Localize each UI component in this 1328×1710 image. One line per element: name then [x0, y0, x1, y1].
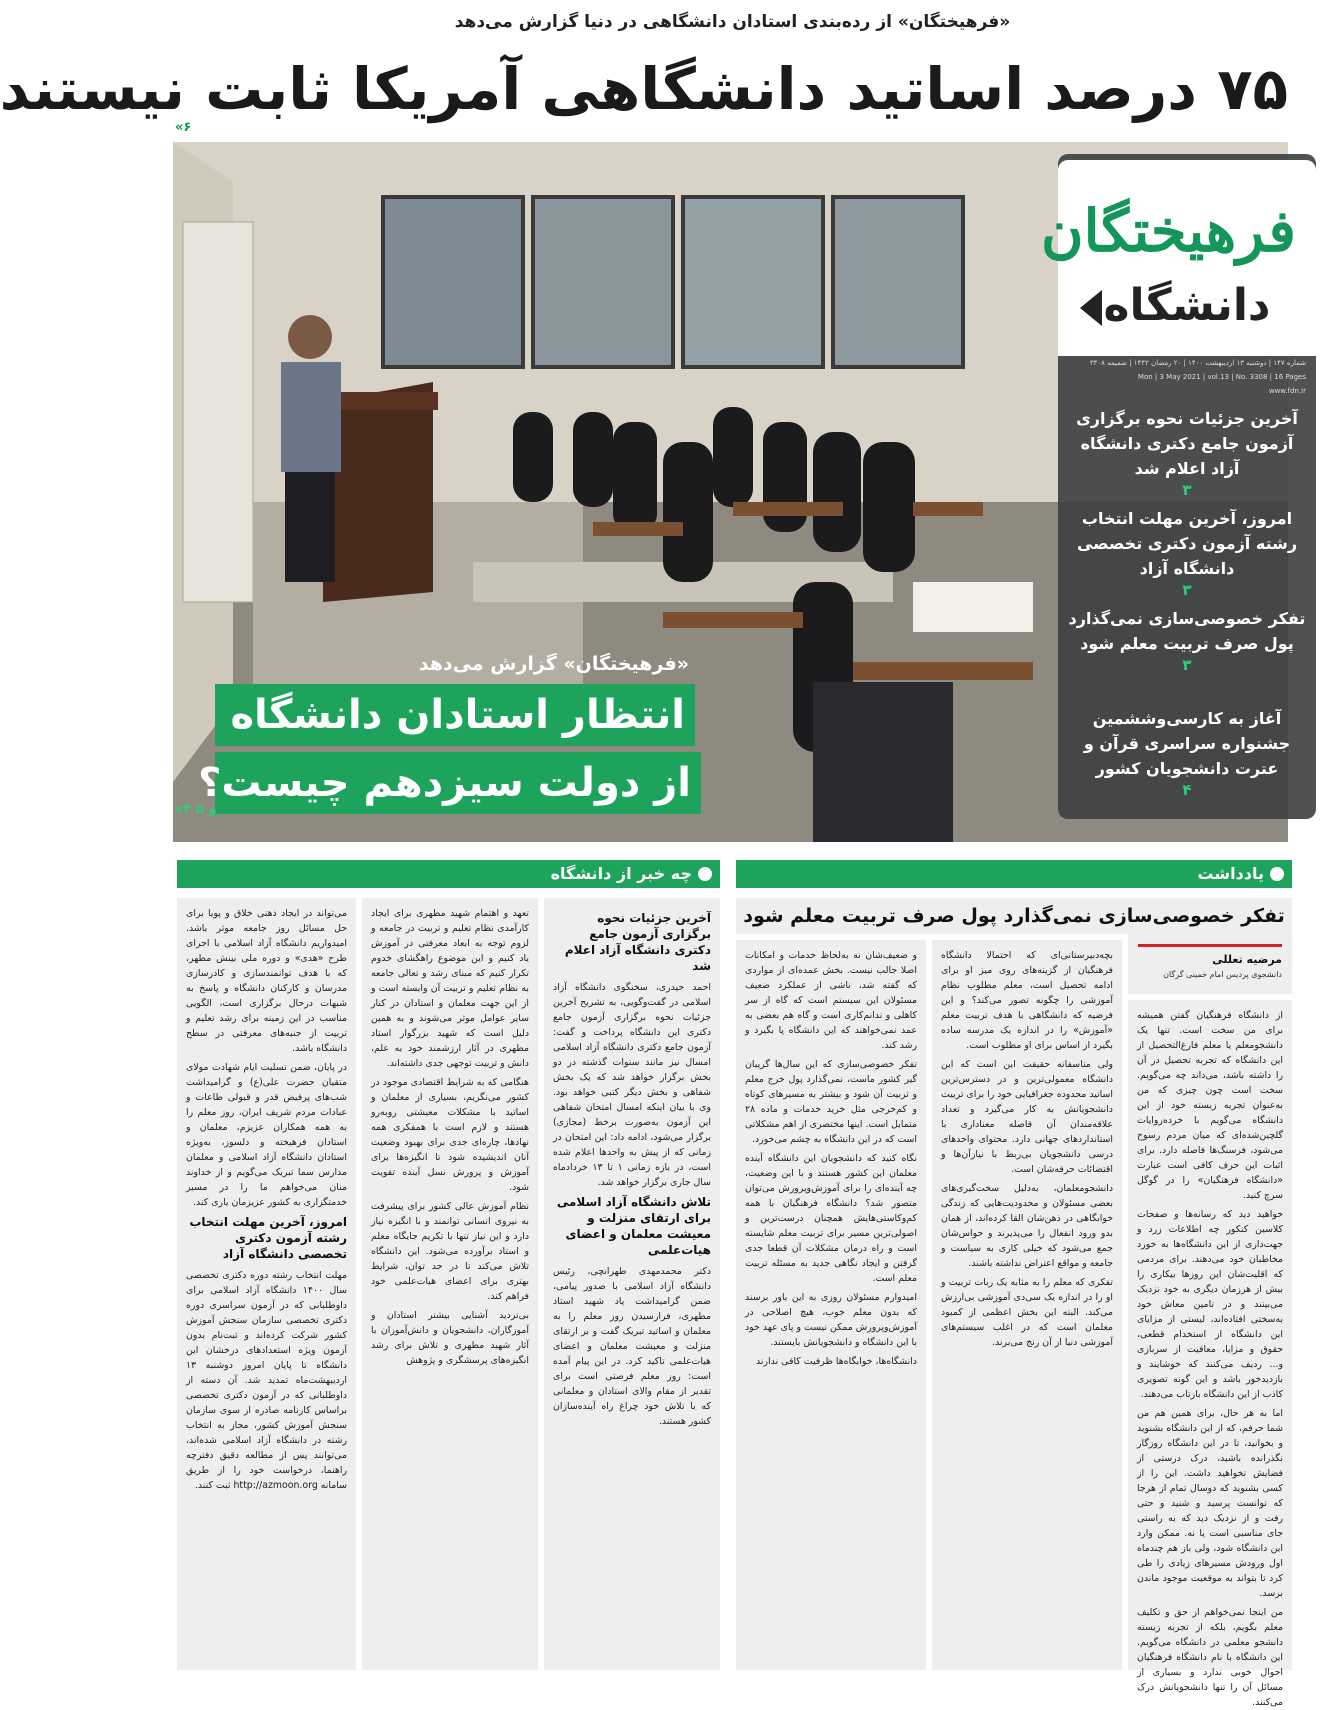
paragraph: ولی متاسفانه حقیقت این است که این دانشگاه معمولی‌ترین و در دسترس‌ترین اساتید محدوده جغرافیایی خود را برای تربیت دانشجویانش به کار می‌گیرد و تعداد علاقه‌مندان آن فاصله معناداری با استانداردهای جهانی دارد. محتوای واحدهای درسی دانشجویان بی‌ربط با نیازآن‌ها و اقتضائات حرفه‌شان است.	[941, 1059, 1113, 1175]
logo-sub-text: دانشگاه	[1103, 280, 1271, 331]
news-column-2	[362, 898, 538, 1670]
teaser-item[interactable]	[1068, 506, 1306, 599]
paragraph: از دانشگاه فرهنگیان گفتن همیشه برای من سخت است. تنها یک دانشجومعلم یا معلم فارغ‌التحصیل از این دانشگاه که تجربه تحصیل در آن را داشته باشد، می‌داند چه می‌گویم. سخت است چون چیزی که من به‌عنوان تجربه زیسته خود از این دانشگاه می‌گویم با خرده‌روایات گلچین‌شده‌ای که میان مردم رسوخ می‌شود، فرسنگ‌ها فاصله دارد. برای اثبات این حرف کافی است عبارت «دانشگاه فرهنگیان» را در گوگل سرچ کنید.	[1137, 1010, 1283, 1201]
opinion-column-2	[932, 940, 1122, 1670]
teaser-item[interactable]	[1068, 606, 1306, 674]
author-box	[1128, 934, 1292, 994]
section-label: چه خبر از دانشگاه	[550, 864, 692, 883]
author-role: دانشجوی پردیس امام خمینی گرگان	[1163, 970, 1282, 979]
paragraph: تفکری که معلم را به مثابه یک ربات تربیت و او را در اندازه یک سی‌دی آموزشی بی‌ارزش می‌کند. البته این بخش اعظمی از کمبود معلمان است که در اغلب سیستم‌های آموزشی دنیا از آن رنج می‌برند.	[941, 1277, 1113, 1348]
paragraph: بچه‌دبیرستانی‌ای که احتمالا دانشگاه فرهنگیان از گزینه‌های روی میز او برای ادامه تحصیل است، معلم مطلوب نظام آموزشی را چگونه تصور می‌کند؟ و این فرضیه که دانشگاهی با هدف تربیت معلم «آموزش» را در اندازه یک مدرسه ساده بگیرد از اساس برای او مطلوب است.	[941, 950, 1113, 1051]
paragraph: اما به هر حال، برای همین هم من شما حرفم، که از این دانشگاه بشنوید و بخوانید، تا در این دانشگاه روزگار نگذرانده باشید، درک درستی از فضایش نخواهید داشت. این را از کسی بشنوید که دوسال تمام از هرجا که توانست پرسید و شنید و حتی رفت و از نزدیک دید که به راستی جای مناسبی است یا نه. ممکن وارد این دانشگاه شود، ولی باز هم چندماه اول ورودش مسیرهای زیادی را طی کرد تا بتواند به موقعیت موجود ماندن برسد.	[1137, 1408, 1283, 1599]
section-bullet-icon	[1270, 867, 1284, 881]
paragraph: تفکر خصوصی‌سازی که این سال‌ها گریبان گیر کشور ماست، نمی‌گذارد پول خرج معلم و تربیت آن شود و بیشتر به مسیرهای کوتاه و کم‌خرجی مثل خرید خدمات و ماده ۲۸ متمایل است. اینها مختصری از اهم مشکلاتی است که در این دانشگاه به چشم می‌خورد.	[745, 1059, 917, 1145]
news-column-1	[544, 898, 720, 1670]
author-name: مرضیه تعللی	[1212, 953, 1282, 966]
opinion-title: تفکر خصوصی‌سازی نمی‌گذارد پول صرف تربیت معلم شود	[736, 898, 1292, 934]
photo-kicker: «فرهیختگان» گزارش می‌دهد	[418, 653, 689, 675]
teaser-title: آغاز به کارسی‌وششمین جشنواره سراسری قرآن و عترت دانشجویان کشور	[1083, 709, 1291, 778]
teaser-page: ۳	[1182, 481, 1192, 499]
paragraph: هنگامی که به شرایط اقتصادی موجود در کشور می‌نگریم، بسیاری از معلمان و اساتید با مشکلات معیشتی روبه‌رو هستند و لازم است با همفکری همه نهادها، چاره‌ای جدی برای بهبود وضعیت آنان اندیشیده شود تا انگیزه‌ها برای آموزش و پرورش نسل آینده تقویت شود.	[371, 1077, 529, 1193]
paragraph: و ضعیف‌شان نه به‌لحاظ خدمات و امکانات اصلا جالب نیست. بخش عمده‌ای از مواردی که گفته شد، ناشی از عملکرد ضعیف مسئولان این سیستم است که گاه از سر کاهلی و ندانم‌کاری است و گاه هم بعضی به عمد نمی‌خواهند که این دانشگاه پا بگیرد و رشد کند.	[745, 950, 917, 1051]
paragraph: بی‌تردید آشنایی بیشتر استادان و آموزگاران، دانشجویان و دانش‌آموزان با آثار شهید مطهری و تلاش برای رشد انگیزه‌های پرسشگری و پژوهش	[371, 1310, 529, 1366]
paragraph: من اینجا نمی‌خواهم از حق و تکلیف معلم بگویم، بلکه از تجربه زیسته دانشجو معلمی در دانشگاه می‌گویم. این دانشگاه با نام دانشگاه فرهنگیان احوال خوبی ندارد و بسیاری از مسائل آن را تنها دانشجویانش درک می‌کنند.	[1137, 1607, 1283, 1708]
photo-title-line1[interactable]: انتظار استادان دانشگاه	[215, 684, 695, 746]
paragraph: می‌تواند در ایجاد ذهنی خلاق و پویا برای حل مسائل روز جامعه موثر باشد. امیدواریم دانشگاه آزاد اسلامی با اجرای طرح «هدی» و دوره ملی بینش مطهر، که با هدف توانمندسازی و کادرسازی مدرسان و کارکنان دانشگاه و پاسخ به شبهات درحال برگزاری است، الگویی مناسب در این زمینه برای رشد تعلیم و تربیت از جنبه‌های معرفتی در سطح دانشگاه باشد.	[186, 908, 347, 1054]
headline-kicker: «فرهیختگان» از رده‌بندی استادان دانشگاهی در دنیا گزارش می‌دهد	[454, 12, 1011, 32]
paragraph: دانشگاه‌ها، خوابگاه‌ها ظرفیت کافی ندارند	[755, 1356, 917, 1367]
teaser-title: امروز، آخرین مهلت انتخاب رشته آزمون دکتری تخصصی دانشگاه آزاد	[1076, 509, 1298, 578]
opinion-column-3	[736, 940, 926, 1670]
newspaper-logo[interactable]	[1040, 160, 1316, 356]
paragraph: در پایان، ضمن تسلیت ایام شهادت مولای متقیان حضرت علی(ع) و گرامیداشت شب‌های پرفیض قدر و قبولی طاعات و عبادات مردم شریف ایران، روز معلم را به همه همکاران عزیزم، معلمان و استادان فرهیخته و دلسوز، به‌ویژه استادان دانشگاه آزاد اسلامی و معلمان مدارس سما تبریک می‌گویم و از خداوند منان می‌خواهم ما را در مسیر خدمتگزاری به کشور عزیزمان یاری کند.	[186, 1062, 347, 1208]
site-url[interactable]: www.fdn.ir	[1268, 387, 1306, 395]
photo-title-line2[interactable]: از دولت سیزدهم چیست؟	[215, 752, 701, 814]
paragraph: مهلت انتخاب رشته دوره دکتری تخصصی سال ۱۴۰۰ دانشگاه آزاد اسلامی برای داوطلبانی که در آزمون سراسری دوره دکتری تخصصی سازمان سنجش آموزش کشور شرکت کرده‌اند و ثبت‌نام بدون آزمون ویژه استعدادهای درخشان این دانشگاه تا پایان امروز دوشنبه ۱۳ اردیبهشت‌ماه تمدید شد. آن دسته از داوطلبانی که در آزمون دکتری تخصصی براساس کارنامه صادره از سوی سازمان سنجش آموزش کشور، مجاز به انتخاب رشته در دانشگاه آزاد اسلامی شده‌اند، می‌توانند پس از مطالعه دقیق دفترچه راهنما، درخواست خود را از طریق سامانه http://azmoon.org ثبت کنند.	[186, 1270, 347, 1491]
teaser-page: ۴	[1182, 781, 1192, 799]
opinion-column-1	[1128, 1000, 1292, 1708]
section-bar-news	[177, 860, 720, 888]
paragraph: احمد حیدری، سخنگوی دانشگاه آزاد اسلامی در گفت‌وگویی، به تشریح آخرین جزئیات نحوه برگزاری آزمون جامع دکتری این دانشگاه پرداخت و گفت: آزمون جامع دکتری دانشگاه آزاد اسلامی امسال نیز مانند سنوات گذشته در دو بخش برگزار خواهد شد که یک بخش شفاهی و بخش دیگر کتبی خواهد بود. وی با بیان اینکه امسال امتحان شفاهی این آزمون به‌صورت برخط (مجازی) برگزار می‌شود، ادامه داد: این امتحان در زمانی که از پیش به واحدها اعلام شده است، در بازه زمانی ۱ تا ۱۳ خردادماه سال جاری برگزار خواهد شد.	[553, 982, 711, 1188]
issue-info-fa: شماره ۱۴۷ | دوشنبه ۱۳ اردیبهشت ۱۴۰۰ | ۲۰ رمضان ۱۴۴۲ | ضمیمه ۳۳۰۸	[1089, 359, 1306, 367]
paragraph: دکتر محمدمهدی طهرانچی، رئیس دانشگاه آزاد اسلامی با صدور پیامی، ضمن گرامیداشت یاد شهید استاد مطهری، فرارسیدن روز معلم را به معلمان و اساتید تبریک گفت و بر ارتقای منزلت و معیشت معلمان و اعضای هیات‌علمی تاکید کرد. در این پیام آمده است: روز معلم فرصتی است برای تقدیر از مقام والای استادان و معلمانی که با تلاش خود چراغ راه آینده‌سازان کشور هستند.	[553, 1266, 711, 1427]
issue-info-en: Mon | 3 May 2021 | vol.13 | No. 3308 | 16 Pages	[1137, 373, 1306, 381]
section-label: یادداشت	[1197, 864, 1264, 883]
teaser-item[interactable]	[1068, 706, 1306, 799]
teaser-page: ۳	[1182, 656, 1192, 674]
paragraph: تعهد و اهتمام شهید مطهری برای ایجاد کارآمدی نظام تعلیم و تربیت در جامعه و لزوم توجه به ابعاد معرفتی در آموزش یاد کنیم و این موضوع راهگشای خدوم تکرار کنیم که مبنای رشد و تعالی جامعه به نظام تعلیم و تربیت آن وابسته است و از این جهت معلمان و استادان در کنار سایر عوامل موثر می‌شوند و به همین دلیل است که شهید بزرگوار استاد مطهری در آثار ارزشمند خود به علم، دانش و تربیت توجهی جدی داشته‌اند.	[371, 908, 529, 1069]
news-headline[interactable]: تلاش دانشگاه آزاد اسلامی برای ارتقای منزلت و معیشت معلمان و اعضای هیات‌علمی	[556, 1195, 711, 1257]
teaser-title: آخرین جزئیات نحوه برگزاری آزمون جامع دکتری دانشگاه آزاد اعلام شد	[1076, 409, 1298, 478]
section-bar-opinion	[736, 860, 1292, 888]
news-headline[interactable]: آخرین جزئیات نحوه برگزاری آزمون جامع دکتری دانشگاه آزاد اعلام شد	[564, 911, 711, 973]
author-divider	[1138, 944, 1282, 947]
logo-main-text: فرهیختگان	[1040, 197, 1296, 265]
main-headline: ۷۵ درصد اساتید دانشگاهی آمریکا ثابت نیستند	[0, 55, 1288, 123]
paragraph: خواهید دید که رسانه‌ها و صفحات کلاسین کنکور چه اطلاعات زرد و جهت‌داری از این دانشگاه‌ها به خورد مخاطبان خود می‌دهند. برای مردمی که اقلیت‌شان این روزها بیکاری را بیش از هرزمان دیگری به خود نزدیک می‌بینند و در تامین معاش خود به‌سختی افتاده‌اند، لیستی از مزایای این دانشگاه از استخدام قطعی، حقوق و مزایا، معافیت از سربازی و... ردیف می‌کنند که خوشایند و بازدیدخور باشد و این گونه تصویری کاذب از این دانشگاه بازتاب می‌دهند.	[1137, 1209, 1283, 1400]
paragraph: نظام آموزش عالی کشور برای پیشرفت به نیروی انسانی توانمند و با انگیزه نیاز دارد و این نیاز تنها با تکریم جایگاه معلم و استاد برآورده می‌شود. این دانشگاه تلاش می‌کند تا در حد توان، شرایط بهتری برای اعضای هیات‌علمی خود فراهم کند.	[371, 1201, 529, 1302]
teaser-page: ۳	[1182, 581, 1192, 599]
section-bullet-icon	[698, 867, 712, 881]
masthead-panel	[1040, 154, 1316, 819]
teaser-item[interactable]	[1068, 406, 1306, 499]
paragraph: نگاه کنید که دانشجویان این دانشگاه آینده معلمان این کشور هستند و با این وضعیت، چه آینده‌ای را برای آموزش‌وپرورش می‌توان متصور شد؟ دانشگاه فرهنگیان با همه کم‌وکاستی‌هایش همچنان درست‌ترین و اصولی‌ترین مسیر برای تربیت معلم شایسته است و راه درمان مشکلات آن قطعا جدی گرفتن و ایجاد نگاهی جدید به مسئله تربیت معلم است.	[745, 1153, 917, 1284]
photo-page-ref[interactable]: «۴ و ۵	[175, 802, 217, 817]
headline-page-ref[interactable]: «۶	[175, 120, 192, 135]
news-column-3	[177, 898, 356, 1670]
paragraph: امیدوارم مسئولان روزی به این باور برسند که بدون معلم خوب، هیچ اصلاحی در آموزش‌وپرورش ممکن نیست و پای عهد خود با این دانشگاه و دانشجویانش بایستند.	[745, 1292, 917, 1348]
news-headline[interactable]: امروز، آخرین مهلت انتخاب رشته آزمون دکتری تخصصی دانشگاه آزاد	[189, 1215, 347, 1261]
teaser-title: تفکر خصوصی‌سازی نمی‌گذارد پول صرف تربیت معلم شود	[1068, 609, 1306, 653]
paragraph: دانشجومعلمان، به‌دلیل سخت‌گیری‌های بعضی مسئولان و محدودیت‌هایی که زندگی خوابگاهی در ذهن‌شان القا کرده‌اند، از همان بدو ورود انفعال را می‌پذیرند و حواس‌شان جمع می‌شود که خیلی کاری به سیاست و جامعه و مواقع اعتراض نداشته باشند.	[941, 1183, 1113, 1269]
